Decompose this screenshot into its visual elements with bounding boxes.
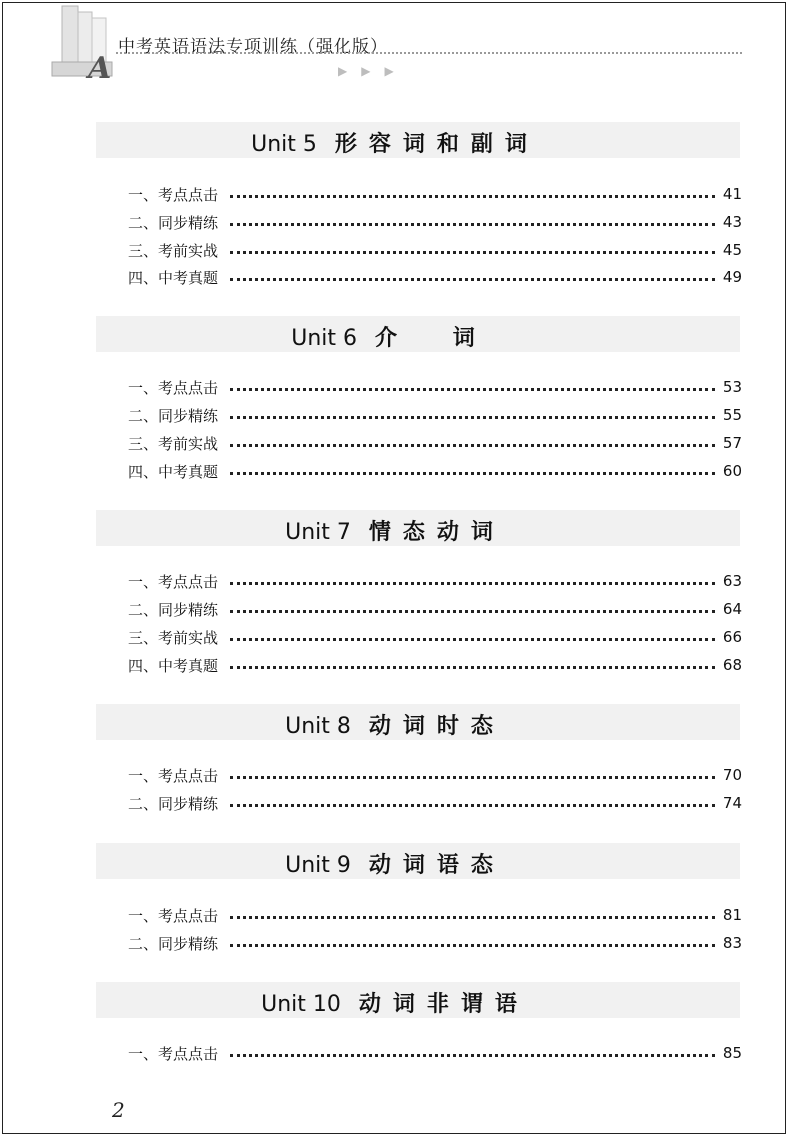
dot-leader bbox=[230, 472, 715, 475]
toc-label: 一、考点点击 bbox=[128, 906, 219, 925]
toc-page-number: 60 bbox=[722, 462, 742, 480]
toc-label: 二、同步精练 bbox=[128, 406, 219, 425]
toc-row[interactable] bbox=[128, 211, 742, 233]
toc-row[interactable] bbox=[128, 626, 742, 648]
toc-row[interactable] bbox=[128, 183, 742, 205]
toc-row[interactable] bbox=[128, 598, 742, 620]
toc-label: 二、同步精练 bbox=[128, 213, 219, 232]
unit-name: 动词时态 bbox=[368, 713, 505, 739]
toc-label: 三、考前实战 bbox=[128, 434, 219, 453]
unit-number: Unit 5 bbox=[251, 132, 317, 157]
unit-title bbox=[0, 709, 790, 740]
dot-leader bbox=[230, 223, 715, 226]
unit-title bbox=[0, 848, 790, 879]
unit-name: 介 词 bbox=[375, 325, 499, 351]
page-frame bbox=[2, 2, 786, 1134]
dot-leader bbox=[230, 804, 715, 807]
dot-leader bbox=[230, 416, 715, 419]
toc-page-number: 55 bbox=[722, 406, 742, 424]
header-divider bbox=[116, 52, 742, 54]
toc-row[interactable] bbox=[128, 376, 742, 398]
toc-label: 二、同步精练 bbox=[128, 600, 219, 619]
toc-row[interactable] bbox=[128, 460, 742, 482]
dot-leader bbox=[230, 1054, 715, 1057]
toc-page-number: 41 bbox=[722, 185, 742, 203]
unit-title bbox=[0, 515, 790, 546]
unit-number: Unit 6 bbox=[291, 326, 358, 351]
toc-page-number: 53 bbox=[722, 378, 742, 396]
toc-label: 一、考点点击 bbox=[128, 766, 219, 785]
toc-row[interactable] bbox=[128, 904, 742, 926]
toc-row[interactable] bbox=[128, 654, 742, 676]
toc-label: 三、考前实战 bbox=[128, 628, 219, 647]
toc-page-number: 74 bbox=[722, 794, 742, 812]
toc-row[interactable] bbox=[128, 404, 742, 426]
toc-page-number: 57 bbox=[722, 434, 742, 452]
unit-name: 形容词和副词 bbox=[334, 131, 539, 157]
toc-row[interactable] bbox=[128, 764, 742, 786]
unit-title bbox=[0, 987, 790, 1018]
toc-page-number: 68 bbox=[722, 656, 742, 674]
toc-page-number: 81 bbox=[722, 906, 742, 924]
toc-page-number: 70 bbox=[722, 766, 742, 784]
toc-label: 三、考前实战 bbox=[128, 241, 219, 260]
toc-page-number: 64 bbox=[722, 600, 742, 618]
dot-leader bbox=[230, 444, 715, 447]
toc-label: 一、考点点击 bbox=[128, 185, 219, 204]
toc-row[interactable] bbox=[128, 266, 742, 288]
header-arrows-icon: ▶▶▶ bbox=[338, 64, 408, 78]
dot-leader bbox=[230, 388, 715, 391]
books-logo-icon bbox=[48, 0, 116, 82]
unit-number: Unit 10 bbox=[261, 992, 341, 1017]
toc-page-number: 66 bbox=[722, 628, 742, 646]
dot-leader bbox=[230, 195, 715, 198]
toc-page-number: 43 bbox=[722, 213, 742, 231]
toc-row[interactable] bbox=[128, 792, 742, 814]
unit-name: 动词非谓语 bbox=[358, 991, 529, 1017]
toc-page-number: 63 bbox=[722, 572, 742, 590]
logo-letter: A bbox=[88, 51, 112, 82]
toc-page-number: 49 bbox=[722, 268, 742, 286]
toc-page-number: 45 bbox=[722, 241, 742, 259]
unit-title bbox=[0, 321, 790, 352]
toc-row[interactable] bbox=[128, 932, 742, 954]
dot-leader bbox=[230, 666, 715, 669]
dot-leader bbox=[230, 278, 715, 281]
toc-row[interactable] bbox=[128, 570, 742, 592]
page-number: 2 bbox=[112, 1098, 125, 1122]
toc-label: 一、考点点击 bbox=[128, 1044, 219, 1063]
dot-leader bbox=[230, 776, 715, 779]
toc-page-number: 83 bbox=[722, 934, 742, 952]
toc-label: 二、同步精练 bbox=[128, 934, 219, 953]
unit-number: Unit 7 bbox=[285, 520, 351, 545]
unit-title bbox=[0, 127, 790, 158]
toc-label: 二、同步精练 bbox=[128, 794, 219, 813]
toc-row[interactable] bbox=[128, 1042, 742, 1064]
toc-label: 四、中考真题 bbox=[128, 656, 219, 675]
dot-leader bbox=[230, 944, 715, 947]
dot-leader bbox=[230, 638, 715, 641]
dot-leader bbox=[230, 582, 715, 585]
header-title: 中考英语语法专项训练（强化版） bbox=[118, 37, 388, 57]
toc-label: 四、中考真题 bbox=[128, 268, 219, 287]
unit-name: 情态动词 bbox=[368, 519, 505, 545]
toc-label: 一、考点点击 bbox=[128, 572, 219, 591]
unit-name: 动词语态 bbox=[368, 852, 505, 878]
toc-row[interactable] bbox=[128, 239, 742, 261]
unit-number: Unit 9 bbox=[285, 853, 351, 878]
dot-leader bbox=[230, 251, 715, 254]
toc-label: 一、考点点击 bbox=[128, 378, 219, 397]
dot-leader bbox=[230, 610, 715, 613]
unit-number: Unit 8 bbox=[285, 714, 351, 739]
toc-label: 四、中考真题 bbox=[128, 462, 219, 481]
toc-row[interactable] bbox=[128, 432, 742, 454]
toc-page-number: 85 bbox=[722, 1044, 742, 1062]
dot-leader bbox=[230, 916, 715, 919]
